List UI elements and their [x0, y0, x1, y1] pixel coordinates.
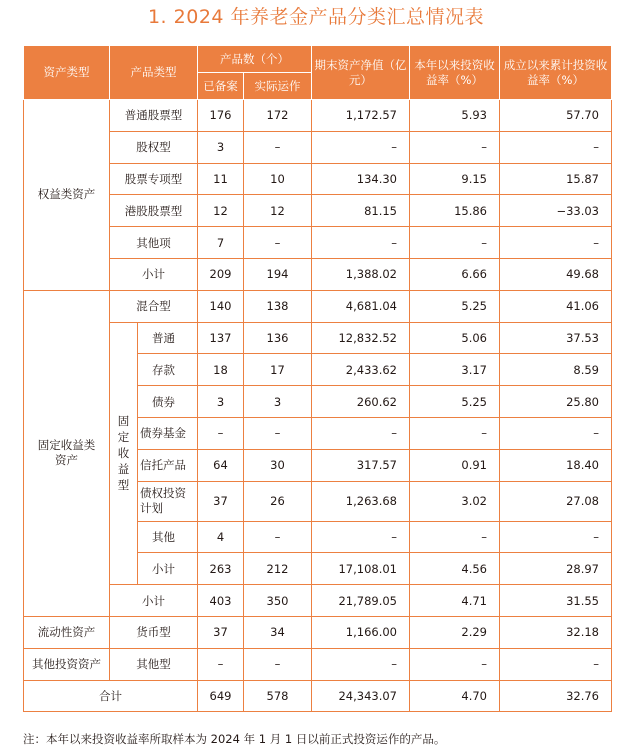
cum-return-cell: –: [500, 131, 612, 163]
group-fixed-income-type-label: 固定收益型: [117, 414, 130, 493]
net-assets-cell: 24,343.07: [312, 680, 410, 712]
ytd-return-cell: –: [410, 227, 500, 259]
ytd-return-cell: 6.66: [410, 258, 500, 290]
table-row: [24, 131, 612, 163]
net-assets-cell: –: [312, 417, 410, 449]
table-row-subtotal: [24, 585, 612, 617]
table-row: [24, 163, 612, 195]
cum-return-cell: –: [500, 227, 612, 259]
filed-cell: 37: [198, 481, 244, 521]
cum-return-cell: 37.53: [500, 322, 612, 354]
operating-cell: 3: [244, 386, 312, 418]
net-assets-cell: 1,263.68: [312, 481, 410, 521]
table-row: [24, 290, 612, 322]
net-assets-cell: 17,108.01: [312, 553, 410, 585]
filed-cell: –: [198, 648, 244, 680]
table-row: [24, 100, 612, 132]
ytd-return-cell: 5.25: [410, 386, 500, 418]
group-fixed-income-type: [110, 322, 138, 585]
operating-cell: 172: [244, 100, 312, 132]
cum-return-cell: 49.68: [500, 258, 612, 290]
cum-return-cell: 32.76: [500, 680, 612, 712]
cum-return-cell: 27.08: [500, 481, 612, 521]
cum-return-cell: 8.59: [500, 354, 612, 386]
cum-return-cell: 25.80: [500, 386, 612, 418]
operating-cell: 17: [244, 354, 312, 386]
net-assets-cell: 317.57: [312, 449, 410, 481]
product-cell: 其他型: [110, 648, 198, 680]
net-assets-cell: –: [312, 521, 410, 553]
net-assets-cell: 1,172.57: [312, 100, 410, 132]
net-assets-cell: 2,433.62: [312, 354, 410, 386]
cum-return-cell: –: [500, 417, 612, 449]
net-assets-cell: 134.30: [312, 163, 410, 195]
ytd-return-cell: 0.91: [410, 449, 500, 481]
product-cell: 其他: [138, 521, 198, 553]
ytd-return-cell: 15.86: [410, 195, 500, 227]
product-cell: 债券基金: [138, 417, 198, 449]
ytd-return-cell: –: [410, 648, 500, 680]
product-cell: 其他项: [110, 227, 198, 259]
operating-cell: –: [244, 648, 312, 680]
product-cell: 港股股票型: [110, 195, 198, 227]
product-cell: 小计: [110, 258, 198, 290]
ytd-return-cell: 4.56: [410, 553, 500, 585]
net-assets-cell: 21,789.05: [312, 585, 410, 617]
filed-cell: 403: [198, 585, 244, 617]
operating-cell: –: [244, 131, 312, 163]
product-cell: 混合型: [110, 290, 198, 322]
table-row: [24, 322, 612, 354]
filed-cell: 4: [198, 521, 244, 553]
table-row-total: [24, 680, 612, 712]
operating-cell: 30: [244, 449, 312, 481]
net-assets-cell: –: [312, 131, 410, 163]
operating-cell: –: [244, 227, 312, 259]
cum-return-cell: –: [500, 648, 612, 680]
filed-cell: 11: [198, 163, 244, 195]
product-cell: 货币型: [110, 616, 198, 648]
total-label: 合计: [24, 680, 198, 712]
ytd-return-cell: 5.06: [410, 322, 500, 354]
header-cum-return: 成立以来累计投资收益率（%）: [500, 46, 612, 100]
net-assets-cell: 260.62: [312, 386, 410, 418]
cum-return-cell: 28.97: [500, 553, 612, 585]
ytd-return-cell: 3.17: [410, 354, 500, 386]
operating-cell: 26: [244, 481, 312, 521]
footnote: 注：本年以来投资收益率所取样本为 2024 年 1 月 1 日以前正式投资运作的产品。: [23, 732, 446, 746]
group-liquidity: 流动性资产: [24, 616, 110, 648]
filed-cell: 140: [198, 290, 244, 322]
cum-return-cell: 57.70: [500, 100, 612, 132]
header-net-assets: 期末资产净值（亿元）: [312, 46, 410, 100]
filed-cell: 3: [198, 386, 244, 418]
table-row: [24, 648, 612, 680]
filed-cell: 137: [198, 322, 244, 354]
operating-cell: 138: [244, 290, 312, 322]
product-cell: 普通: [138, 322, 198, 354]
filed-cell: 7: [198, 227, 244, 259]
table-row: [24, 195, 612, 227]
header-asset-type: 资产类型: [24, 46, 110, 100]
filed-cell: –: [198, 417, 244, 449]
product-cell: 债权投资计划: [138, 481, 198, 521]
net-assets-cell: 81.15: [312, 195, 410, 227]
table-row: [24, 616, 612, 648]
net-assets-cell: 4,681.04: [312, 290, 410, 322]
operating-cell: 136: [244, 322, 312, 354]
operating-cell: 10: [244, 163, 312, 195]
filed-cell: 37: [198, 616, 244, 648]
ytd-return-cell: –: [410, 131, 500, 163]
group-fixed-income-label: 固定收益类资产: [37, 438, 96, 468]
cum-return-cell: –: [500, 521, 612, 553]
product-cell: 信托产品: [138, 449, 198, 481]
group-equity: 权益类资产: [24, 100, 110, 291]
operating-cell: –: [244, 521, 312, 553]
pension-product-table: [23, 45, 612, 712]
group-fixed-income: [24, 290, 110, 616]
filed-cell: 3: [198, 131, 244, 163]
operating-cell: 194: [244, 258, 312, 290]
filed-cell: 649: [198, 680, 244, 712]
ytd-return-cell: –: [410, 521, 500, 553]
product-cell: 存款: [138, 354, 198, 386]
cum-return-cell: 32.18: [500, 616, 612, 648]
product-cell: 小计: [138, 553, 198, 585]
ytd-return-cell: –: [410, 417, 500, 449]
ytd-return-cell: 4.71: [410, 585, 500, 617]
filed-cell: 176: [198, 100, 244, 132]
ytd-return-cell: 2.29: [410, 616, 500, 648]
net-assets-cell: –: [312, 227, 410, 259]
header-count-group: 产品数（个）: [198, 46, 312, 73]
ytd-return-cell: 4.70: [410, 680, 500, 712]
cum-return-cell: 41.06: [500, 290, 612, 322]
operating-cell: 12: [244, 195, 312, 227]
operating-cell: 34: [244, 616, 312, 648]
filed-cell: 12: [198, 195, 244, 227]
header-ytd-return: 本年以来投资收益率（%）: [410, 46, 500, 100]
header-product-type: 产品类型: [110, 46, 198, 100]
filed-cell: 209: [198, 258, 244, 290]
ytd-return-cell: 3.02: [410, 481, 500, 521]
table-title: 1. 2024 年养老金产品分类汇总情况表: [147, 6, 485, 28]
table-row: [24, 227, 612, 259]
operating-cell: 212: [244, 553, 312, 585]
cum-return-cell: 31.55: [500, 585, 612, 617]
ytd-return-cell: 5.25: [410, 290, 500, 322]
product-cell: 债券: [138, 386, 198, 418]
filed-cell: 64: [198, 449, 244, 481]
filed-cell: 18: [198, 354, 244, 386]
net-assets-cell: 1,166.00: [312, 616, 410, 648]
filed-cell: 263: [198, 553, 244, 585]
operating-cell: 350: [244, 585, 312, 617]
operating-cell: –: [244, 417, 312, 449]
cum-return-cell: 15.87: [500, 163, 612, 195]
net-assets-cell: 1,388.02: [312, 258, 410, 290]
header-filed: 已备案: [198, 73, 244, 100]
net-assets-cell: 12,832.52: [312, 322, 410, 354]
ytd-return-cell: 9.15: [410, 163, 500, 195]
ytd-return-cell: 5.93: [410, 100, 500, 132]
product-cell: 股票专项型: [110, 163, 198, 195]
product-cell: 股权型: [110, 131, 198, 163]
product-cell: 小计: [110, 585, 198, 617]
group-other: 其他投资资产: [24, 648, 110, 680]
product-cell: 普通股票型: [110, 100, 198, 132]
cum-return-cell: −33.03: [500, 195, 612, 227]
operating-cell: 578: [244, 680, 312, 712]
table-row-subtotal: [24, 258, 612, 290]
header-operating: 实际运作: [244, 73, 312, 100]
cum-return-cell: 18.40: [500, 449, 612, 481]
net-assets-cell: –: [312, 648, 410, 680]
